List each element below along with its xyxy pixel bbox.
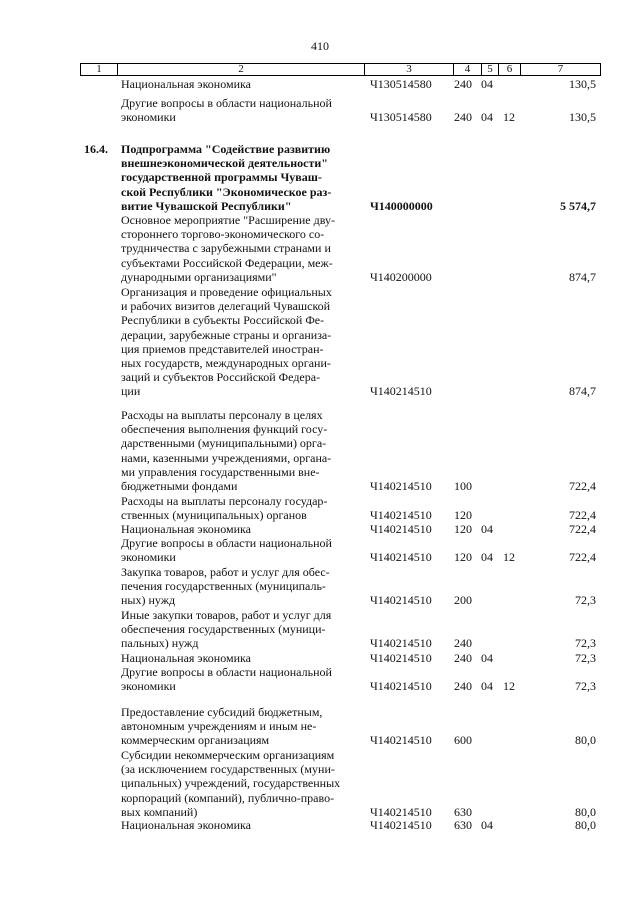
row-amount: 5 574,7 bbox=[560, 198, 596, 213]
row-name: Другие вопросы в области национальной экономики bbox=[121, 536, 332, 565]
row-expense-type: 240 bbox=[454, 76, 472, 91]
row-code: Ч140214510 bbox=[370, 733, 432, 748]
row-expense-type: 120 bbox=[454, 508, 472, 523]
row-section: 04 bbox=[481, 817, 493, 832]
row-name: Другие вопросы в области национальной экономики bbox=[121, 96, 332, 125]
row-code: Ч140214510 bbox=[370, 679, 432, 694]
row-code: Ч140214510 bbox=[370, 384, 432, 399]
table-row bbox=[0, 705, 640, 748]
table-row bbox=[0, 494, 640, 522]
header-col-7: 7 bbox=[557, 63, 564, 75]
row-code: Ч140000000 bbox=[370, 198, 433, 213]
table-row bbox=[0, 77, 640, 91]
row-name: Закупка товаров, работ и услуг для обес- печения государственных (муниципаль- ных) нужд bbox=[121, 565, 330, 608]
row-expense-type: 240 bbox=[454, 110, 472, 125]
header-col-4: 4 bbox=[454, 64, 482, 75]
row-name: Расходы на выплаты персоналу в целях обеспечения выполнения функций госу- дарственными (муниципальными) орга- нами, казенными учреждениями, органа- ми управления государственными вне- бюджетными фондами bbox=[121, 408, 332, 494]
row-expense-type: 240 bbox=[454, 650, 472, 665]
header-col-3: 3 bbox=[365, 64, 454, 75]
row-name: Организация и проведение официальных и рабочих визитов делегаций Чувашской Республики в субъекты Российской Фе- дерации, зарубежные страны и организа- ция приемов представителей иностран- ных государств, международных органи- заций и субъектов Российской Федера- ции bbox=[121, 285, 332, 399]
row-amount: 722,4 bbox=[569, 550, 596, 565]
row-name: Национальная экономика bbox=[121, 651, 251, 665]
table-row bbox=[0, 651, 640, 665]
row-name: Подпрограмма "Содействие развитию внешнеэкономической деятельности" государственной программы Чуваш- ской Республики "Экономическое раз- витие Чувашской Республики" bbox=[121, 142, 332, 213]
header-col-1: 1 bbox=[81, 64, 118, 75]
table-row bbox=[0, 818, 640, 832]
row-section: 04 bbox=[481, 76, 493, 91]
row-amount: 72,3 bbox=[575, 679, 596, 694]
row-section: 04 bbox=[481, 521, 493, 536]
row-name: Основное мероприятие "Расширение дву- стороннего торгово-экономического со- трудничества с зарубежными странами и субъектами Российской Федерации, меж- дународными организациями" bbox=[121, 213, 335, 284]
row-amount: 80,0 bbox=[575, 804, 596, 819]
row-expense-type: 600 bbox=[454, 733, 472, 748]
row-section: 04 bbox=[481, 650, 493, 665]
row-name: Национальная экономика bbox=[121, 818, 251, 832]
row-code: Ч130514580 bbox=[370, 110, 432, 125]
row-amount: 874,7 bbox=[569, 384, 596, 399]
table-header-row bbox=[80, 63, 601, 76]
row-section: 04 bbox=[481, 110, 493, 125]
row-amount: 130,5 bbox=[569, 110, 596, 125]
row-amount: 722,4 bbox=[569, 508, 596, 523]
row-code: Ч140214510 bbox=[370, 521, 432, 536]
table-row bbox=[0, 608, 640, 651]
row-subsection: 12 bbox=[503, 679, 515, 694]
row-expense-type: 120 bbox=[454, 550, 472, 565]
row-name: Национальная экономика bbox=[121, 522, 251, 536]
row-code: Ч140214510 bbox=[370, 478, 432, 493]
table-row bbox=[0, 748, 640, 819]
table-row bbox=[0, 522, 640, 536]
row-code: Ч140214510 bbox=[370, 636, 432, 651]
row-subsection: 12 bbox=[503, 550, 515, 565]
row-amount: 722,4 bbox=[569, 521, 596, 536]
row-code: Ч140214510 bbox=[370, 508, 432, 523]
table-row bbox=[0, 142, 640, 213]
row-code: Ч140214510 bbox=[370, 593, 432, 608]
page-number: 410 bbox=[311, 39, 329, 53]
row-expense-type: 240 bbox=[454, 636, 472, 651]
row-name: Предоставление субсидий бюджетным, автономным учреждениям и иным не- коммерческим организациям bbox=[121, 705, 323, 748]
row-expense-type: 100 bbox=[454, 478, 472, 493]
row-code: Ч140214510 bbox=[370, 804, 432, 819]
row-name: Национальная экономика bbox=[121, 77, 251, 91]
row-code: Ч140200000 bbox=[370, 269, 432, 284]
row-amount: 72,3 bbox=[575, 650, 596, 665]
row-amount: 72,3 bbox=[575, 636, 596, 651]
table-row bbox=[0, 96, 640, 124]
row-amount: 72,3 bbox=[575, 593, 596, 608]
row-section: 04 bbox=[481, 550, 493, 565]
row-expense-type: 120 bbox=[454, 521, 472, 536]
row-amount: 722,4 bbox=[569, 478, 596, 493]
table-row bbox=[0, 408, 640, 493]
row-amount: 130,5 bbox=[569, 76, 596, 91]
row-code: Ч140214510 bbox=[370, 550, 432, 565]
row-name: Субсидии некоммерческим организациям (за исключением государственных (муни- ципальных) учреждений, государственных корпораций (компаний), публично-право- вых компаний) bbox=[121, 748, 341, 819]
header-col-6: 6 bbox=[499, 64, 521, 75]
row-amount: 80,0 bbox=[575, 733, 596, 748]
row-name: Расходы на выплаты персоналу государ- ственных (муниципальных) органов bbox=[121, 494, 328, 523]
table-row bbox=[0, 665, 640, 693]
row-name: Другие вопросы в области национальной экономики bbox=[121, 665, 332, 694]
table-row bbox=[0, 213, 640, 284]
row-number: 16.4. bbox=[84, 142, 108, 156]
header-col-2: 2 bbox=[118, 64, 365, 75]
row-amount: 874,7 bbox=[569, 269, 596, 284]
row-expense-type: 200 bbox=[454, 593, 472, 608]
row-amount: 80,0 bbox=[575, 817, 596, 832]
table-row bbox=[0, 565, 640, 608]
row-expense-type: 630 bbox=[454, 804, 472, 819]
row-section: 04 bbox=[481, 679, 493, 694]
header-col-5: 5 bbox=[482, 64, 499, 75]
table-row bbox=[0, 536, 640, 564]
row-code: Ч140214510 bbox=[370, 817, 432, 832]
row-code: Ч140214510 bbox=[370, 650, 432, 665]
row-expense-type: 240 bbox=[454, 679, 472, 694]
row-subsection: 12 bbox=[503, 110, 515, 125]
row-expense-type: 630 bbox=[454, 817, 472, 832]
row-name: Иные закупки товаров, работ и услуг для обеспечения государственных (муници- пальных) нужд bbox=[121, 608, 332, 651]
table-row bbox=[0, 285, 640, 399]
row-code: Ч130514580 bbox=[370, 76, 432, 91]
